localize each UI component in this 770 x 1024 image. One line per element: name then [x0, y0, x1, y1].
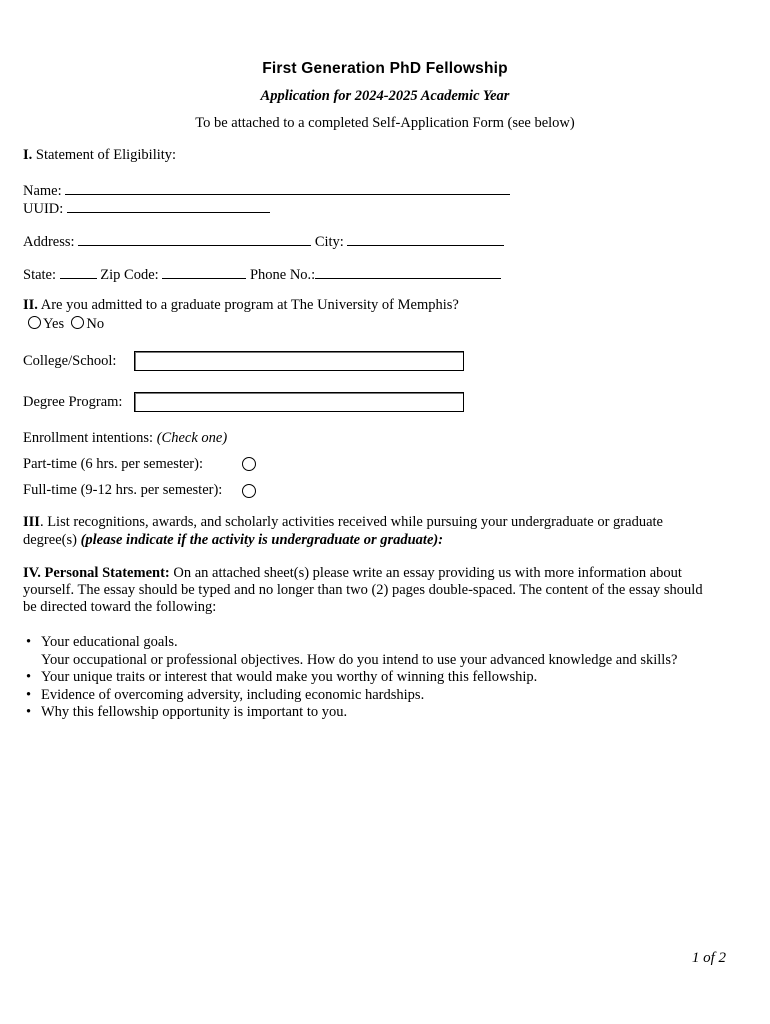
section3-line2 [23, 532, 443, 549]
phone-label: Phone No.: [249, 267, 316, 283]
zip-field[interactable] [162, 264, 246, 279]
state-field[interactable] [60, 264, 97, 279]
list-item-text: Evidence of overcoming adversity, including economic hardships. [41, 686, 425, 703]
phone-field[interactable] [315, 264, 501, 279]
section3-line1 [23, 514, 663, 531]
degree-program-input[interactable] [134, 392, 464, 412]
uuid-label: UUID: [23, 201, 64, 217]
yes-label: Yes [43, 316, 65, 332]
document-title: First Generation PhD Fellowship [262, 60, 508, 77]
attached-note: To be attached to a completed Self-Application Form (see below) [195, 115, 575, 131]
section3-number: III [23, 514, 40, 530]
zip-label: Zip Code: [100, 267, 159, 283]
section3-emphasis: (please indicate if the activity is undergraduate or graduate): [80, 532, 444, 548]
city-field[interactable] [347, 231, 504, 246]
uuid-row [23, 198, 270, 218]
section4-text-1: On an attached sheet(s) please write an essay providing us with more information about [169, 565, 682, 581]
state-row [23, 264, 501, 284]
city-label: City: [314, 234, 344, 250]
parttime-radio[interactable] [242, 457, 256, 471]
list-item-text: Your unique traits or interest that would make you worthy of winning this fellowship. [41, 669, 538, 686]
college-label: College/School: [23, 353, 117, 369]
parttime-label: Part-time (6 hrs. per semester): [23, 456, 203, 472]
bullet-icon: • [26, 686, 32, 703]
section4-heading: IV. Personal Statement: [23, 565, 170, 581]
uuid-field[interactable] [67, 198, 270, 213]
list-item [23, 687, 743, 705]
page-indicator: 1 of 2 [691, 950, 726, 966]
list-item [23, 634, 743, 652]
bullet-icon: • [26, 669, 32, 686]
list-item [23, 669, 743, 687]
list-item-text: Your occupational or professional objectives. How do you intend to use your advanced knowledge and skills? [41, 651, 678, 668]
essay-topics-list [23, 634, 743, 722]
section4-line1 [23, 565, 682, 582]
degree-label: Degree Program: [23, 394, 123, 410]
section4-text-3: be directed toward the following: [23, 599, 217, 615]
address-label: Address: [23, 234, 75, 250]
fulltime-radio[interactable] [242, 484, 256, 498]
section1-heading [23, 147, 176, 164]
list-item-text: Why this fellowship opportunity is important to you. [41, 704, 348, 721]
section2-question-text: Are you admitted to a graduate program at The University of Memphis? [37, 297, 459, 313]
enrollment-row [23, 430, 227, 447]
name-row [23, 180, 510, 200]
document-subtitle: Application for 2024-2025 Academic Year [260, 88, 510, 104]
list-item [23, 704, 743, 722]
list-item [23, 652, 743, 670]
bullet-icon: • [26, 704, 32, 721]
address-row [23, 231, 504, 251]
fulltime-label: Full-time (9-12 hrs. per semester): [23, 482, 223, 498]
yes-radio[interactable] [28, 316, 41, 329]
section1-number: I. [23, 147, 33, 163]
section2-number: II. [23, 297, 38, 313]
enrollment-label: Enrollment intentions: [23, 430, 157, 446]
enrollment-hint: (Check one) [156, 430, 228, 446]
no-label: No [86, 316, 105, 332]
state-label: State: [23, 267, 57, 283]
no-radio[interactable] [71, 316, 84, 329]
address-field[interactable] [78, 231, 311, 246]
section3-text-1: . List recognitions, awards, and scholarly activities received while pursuing your undergraduate or graduate [39, 514, 663, 530]
list-item-text: Your educational goals. [41, 634, 178, 650]
section1-title: Statement of Eligibility: [32, 147, 177, 163]
college-school-input[interactable] [134, 351, 464, 371]
name-label: Name: [23, 183, 62, 199]
admitted-radio-group [28, 316, 104, 333]
section3-text-2: degree(s) [23, 532, 81, 548]
section4-text-2: yourself. The essay should be typed and no longer than two (2) pages double-spaced. The content of the essay should [23, 582, 703, 598]
name-field[interactable] [65, 180, 510, 195]
bullet-icon: • [26, 634, 32, 650]
section2-question [23, 297, 459, 314]
